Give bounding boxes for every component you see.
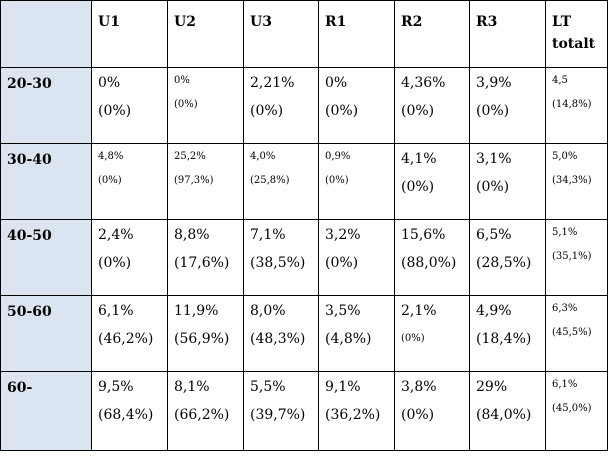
cell-value: 4,8% [98, 151, 124, 162]
row-header-20-30: 20-30 [1, 68, 92, 144]
cell-value: 0% [174, 75, 190, 86]
table-cell [168, 220, 244, 296]
table-cell [92, 68, 168, 144]
cell-paren-value: (0%) [476, 179, 510, 195]
cell-value: 4,5 [552, 75, 568, 86]
cell-paren-value: (0%) [325, 103, 359, 119]
cell-paren-value: (88,0%) [401, 255, 457, 271]
column-header-r1: R1 [319, 1, 395, 68]
table-cell [395, 144, 470, 220]
cell-paren-value: (0%) [98, 255, 132, 271]
table-cell [470, 68, 546, 144]
cell-paren-value: (0%) [401, 179, 435, 195]
table-cell [395, 296, 470, 372]
table-cell [92, 372, 168, 451]
cell-value: 3,1% [476, 151, 512, 167]
cell-value: 6,3% [552, 303, 578, 314]
table-cell [168, 372, 244, 451]
cell-value: 7,1% [250, 227, 286, 243]
cell-value: 3,5% [325, 303, 361, 319]
cell-paren-value: (0%) [174, 99, 198, 110]
table-cell [546, 372, 608, 451]
cell-paren-value: (66,2%) [174, 407, 230, 423]
table-cell [395, 220, 470, 296]
cell-value: 3,2% [325, 227, 361, 243]
cell-value: 0% [325, 75, 348, 91]
cell-paren-value: (56,9%) [174, 331, 230, 347]
cell-paren-value: (97,3%) [174, 175, 214, 186]
cell-paren-value: (39,7%) [250, 407, 306, 423]
table-cell [546, 220, 608, 296]
column-header-lt-totalt: LT totalt [546, 1, 608, 68]
cell-value: 2,21% [250, 75, 295, 91]
cell-value: 0,9% [325, 151, 351, 162]
cell-value: 29% [476, 379, 508, 395]
column-header-u3: U3 [244, 1, 319, 68]
cell-paren-value: (35,1%) [552, 251, 592, 262]
cell-value: 4,0% [250, 151, 276, 162]
table-cell [92, 296, 168, 372]
table-cell [546, 68, 608, 144]
cell-value: 5,0% [552, 151, 578, 162]
table-cell [244, 68, 319, 144]
cell-value: 2,4% [98, 227, 134, 243]
cell-paren-value: (84,0%) [476, 407, 532, 423]
cell-value: 9,5% [98, 379, 134, 395]
table-cell [470, 144, 546, 220]
table-cell [244, 144, 319, 220]
cell-value: 4,36% [401, 75, 446, 91]
cell-paren-value: (18,4%) [476, 331, 532, 347]
cell-paren-value: (34,3%) [552, 175, 592, 186]
cell-paren-value: (48,3%) [250, 331, 306, 347]
cell-value: 3,9% [476, 75, 512, 91]
cell-paren-value: (0%) [401, 333, 425, 344]
cell-value: 9,1% [325, 379, 361, 395]
table-cell [395, 372, 470, 451]
cell-value: 6,5% [476, 227, 512, 243]
table-cell [244, 220, 319, 296]
cell-paren-value: (14,8%) [552, 99, 592, 110]
table-cell [395, 68, 470, 144]
row-header-40-50: 40-50 [1, 220, 92, 296]
cell-paren-value: (36,2%) [325, 407, 381, 423]
cell-paren-value: (0%) [476, 103, 510, 119]
cell-paren-value: (0%) [250, 103, 284, 119]
row-header-50-60: 50-60 [1, 296, 92, 372]
table-cell [168, 296, 244, 372]
table-cell [470, 296, 546, 372]
table-cell [168, 68, 244, 144]
cell-value: 6,1% [98, 303, 134, 319]
table-cell [319, 296, 395, 372]
cell-paren-value: (45,5%) [552, 327, 592, 338]
cell-value: 5,1% [552, 227, 578, 238]
cell-value: 5,5% [250, 379, 286, 395]
table-row [1, 372, 608, 451]
cell-value: 2,1% [401, 303, 437, 319]
table-cell [319, 372, 395, 451]
table-cell [244, 372, 319, 451]
header-row [1, 1, 608, 68]
table-row [1, 144, 608, 220]
table-cell [546, 296, 608, 372]
cell-value: 3,8% [401, 379, 437, 395]
row-header-30-40: 30-40 [1, 144, 92, 220]
cell-paren-value: (17,6%) [174, 255, 230, 271]
cell-paren-value: (0%) [98, 175, 122, 186]
cell-paren-value: (38,5%) [250, 255, 306, 271]
cell-value: 11,9% [174, 303, 219, 319]
column-header-u2: U2 [168, 1, 244, 68]
table-row [1, 296, 608, 372]
cell-value: 8,1% [174, 379, 210, 395]
cell-value: 8,0% [250, 303, 286, 319]
column-header-u1: U1 [92, 1, 168, 68]
cell-paren-value: (68,4%) [98, 407, 154, 423]
cell-paren-value: (25,8%) [250, 175, 290, 186]
column-header-r2: R2 [395, 1, 470, 68]
table-cell [244, 296, 319, 372]
corner-cell [1, 1, 92, 68]
cell-paren-value: (46,2%) [98, 331, 154, 347]
cell-paren-value: (0%) [325, 255, 359, 271]
cell-value: 0% [98, 75, 121, 91]
cell-paren-value: (0%) [401, 407, 435, 423]
cell-paren-value: (0%) [98, 103, 132, 119]
table-cell [546, 144, 608, 220]
cell-value: 15,6% [401, 227, 446, 243]
table-cell [319, 144, 395, 220]
cell-value: 25,2% [174, 151, 206, 162]
cell-paren-value: (0%) [325, 175, 349, 186]
table-row [1, 220, 608, 296]
row-header-60-plus: 60- [1, 372, 92, 451]
cell-value: 4,1% [401, 151, 437, 167]
cell-value: 6,1% [552, 379, 578, 390]
table-cell [92, 220, 168, 296]
cell-paren-value: (4,8%) [325, 331, 372, 347]
table-cell [470, 372, 546, 451]
cell-value: 8,8% [174, 227, 210, 243]
cell-value: 4,9% [476, 303, 512, 319]
table-cell [168, 144, 244, 220]
table-cell [92, 144, 168, 220]
column-header-r3: R3 [470, 1, 546, 68]
table-row [1, 68, 608, 144]
cell-paren-value: (0%) [401, 103, 435, 119]
table-cell [319, 220, 395, 296]
table-cell [470, 220, 546, 296]
table-cell [319, 68, 395, 144]
cell-paren-value: (28,5%) [476, 255, 532, 271]
cell-paren-value: (45,0%) [552, 403, 592, 414]
